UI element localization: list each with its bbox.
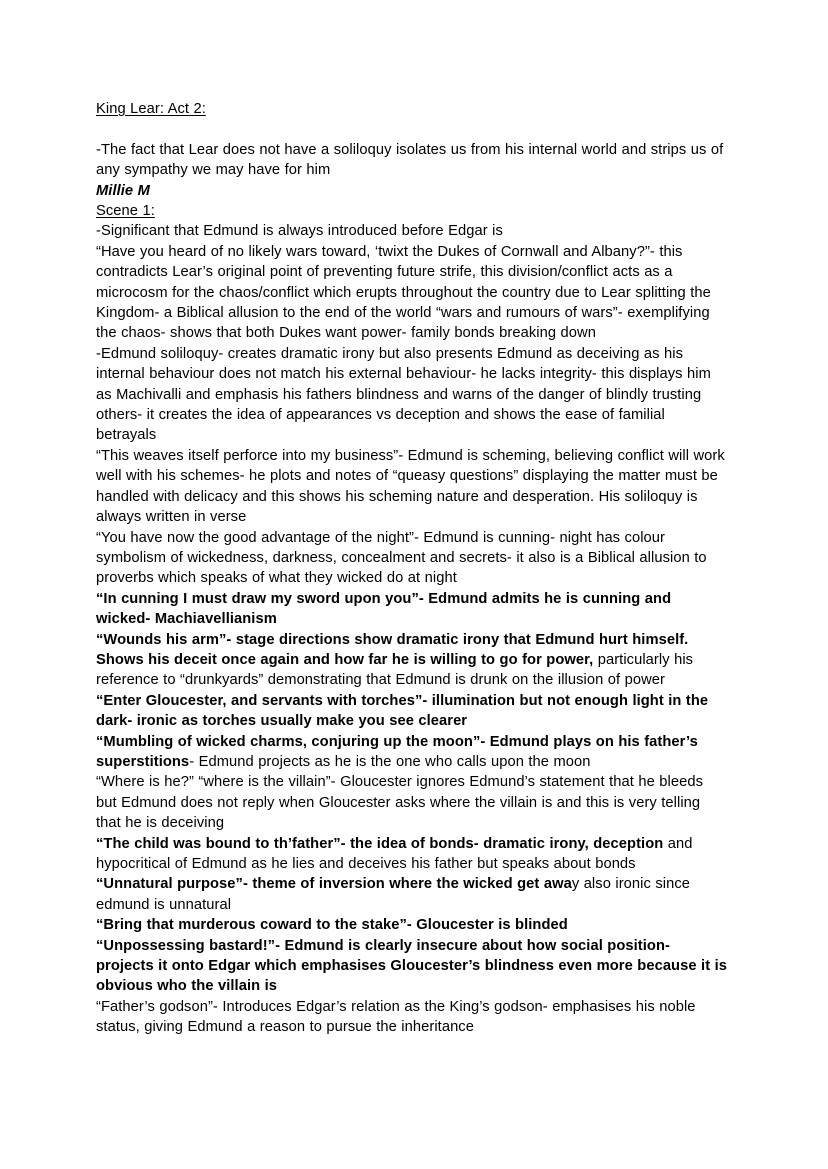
note-text-regular: “Father’s godson”- Introduces Edgar’s relation as the King’s godson- emphasises his noble status, giving Edmund a reason to pursue the inheritance	[96, 998, 696, 1036]
note-text-regular: -Significant that Edmund is always introduced before Edgar is	[96, 223, 503, 240]
note-in-cunning-draw-sword	[96, 589, 728, 630]
note-edmund-introduced	[96, 221, 728, 241]
note-text-regular: - Edmund projects as he is the one who calls upon the moon	[189, 753, 591, 770]
note-text-bold: “Enter Gloucester, and servants with torches”- illumination but not enough light in the dark- ironic as torches usually make you see clearer	[96, 692, 709, 730]
note-text-bold: “Unnatural purpose”- theme of inversion where the wicked get awa	[96, 876, 572, 893]
title-spacer	[96, 119, 728, 139]
note-edmund-soliloquy	[96, 344, 728, 446]
note-advantage-of-night	[96, 528, 728, 589]
page-title: King Lear: Act 2:	[96, 101, 206, 117]
note-enter-gloucester	[96, 691, 728, 732]
intro-paragraph: -The fact that Lear does not have a soliloquy isolates us from his internal world and strips us of any sympathy we may have for him	[96, 141, 724, 179]
note-text-regular: and hypocritical of Edmund as he lies and deceives his father but speaks about bonds	[96, 835, 693, 873]
note-text-regular: “This weaves itself perforce into my business”- Edmund is scheming, believing conflict will work well with his schemes- he plots and notes of “queasy questions” displaying the matter must be handled with delicacy and this shows his scheming nature and desperation. His soliloquy is always written in verse	[96, 447, 725, 526]
note-have-you-heard	[96, 242, 728, 344]
note-text-regular: “Have you heard of no likely wars toward, ‘twixt the Dukes of Cornwall and Albany?”- this contradicts Lear’s original point of preventing future strife, this division/conflict acts as a microcosm for the chaos/conflict which erupts throughout the country due to Lear splitting the Kingdom- a Biblical allusion to the end of the world “wars and rumours of wars”- exemplifying the chaos- shows that both Dukes want power- family bonds breaking down	[96, 243, 711, 342]
note-child-bound-to-father	[96, 834, 728, 875]
note-weaves-itself-perforce	[96, 446, 728, 528]
note-text-regular: particularly his reference to “drunkyards” demonstrating that Edmund is drunk on the illusion of power	[96, 651, 694, 689]
note-wounds-his-arm	[96, 630, 728, 691]
author-name: Millie M	[96, 182, 150, 199]
note-text-regular: y also ironic since edmund is unnatural	[96, 876, 691, 913]
document-body	[96, 99, 728, 1038]
scene-heading: Scene 1:	[96, 203, 155, 220]
note-text-bold: “In cunning I must draw my sword upon you”- Edmund admits he is cunning and wicked- Machiavellianism	[96, 590, 672, 628]
note-mumbling-wicked-charms	[96, 732, 728, 773]
note-fathers-godson	[96, 997, 728, 1038]
note-text-bold: “The child was bound to th’father”- the idea of bonds- dramatic irony, deception	[96, 835, 664, 852]
note-text-bold: “Bring that murderous coward to the stake”- Gloucester is blinded	[96, 917, 568, 934]
note-text-bold: “Unpossessing bastard!”- Edmund is clearly insecure about how social position- projects it onto Edgar which emphasises Gloucester’s blindness even more because it is obvious who the villain is	[96, 937, 727, 995]
note-where-is-he	[96, 772, 728, 833]
note-text-regular: -Edmund soliloquy- creates dramatic irony but also presents Edmund as deceiving as his internal behaviour does not match his external behaviour- he lacks integrity- this displays him as Machivalli and emphasis his fathers blindness and warns of the danger of blindly trusting others- it creates the idea of appearances vs deception and shows the ease of familial betrayals	[96, 345, 711, 444]
note-text-regular: “Where is he?” “where is the villain”- Gloucester ignores Edmund’s statement that he bleeds but Edmund does not reply when Gloucester asks where the villain is and this is very telling that he is deceiving	[96, 774, 703, 832]
note-unnatural-purpose	[96, 874, 728, 915]
note-text-bold: “Mumbling of wicked charms, conjuring up the moon”- Edmund plays on his father’s superstitions	[96, 733, 698, 770]
note-murderous-coward	[96, 915, 728, 935]
notes-list	[96, 221, 728, 1037]
note-unpossessing-bastard	[96, 936, 728, 997]
note-text-regular: “You have now the good advantage of the night”- Edmund is cunning- night has colour symbolism of wickedness, darkness, concealment and secrets- it also is a Biblical allusion to proverbs which speaks of what they wicked do at night	[96, 529, 707, 587]
note-text-bold: “Wounds his arm”- stage directions show dramatic irony that Edmund hurt himself. Shows his deceit once again and how far he is willing to go for power,	[96, 631, 689, 668]
